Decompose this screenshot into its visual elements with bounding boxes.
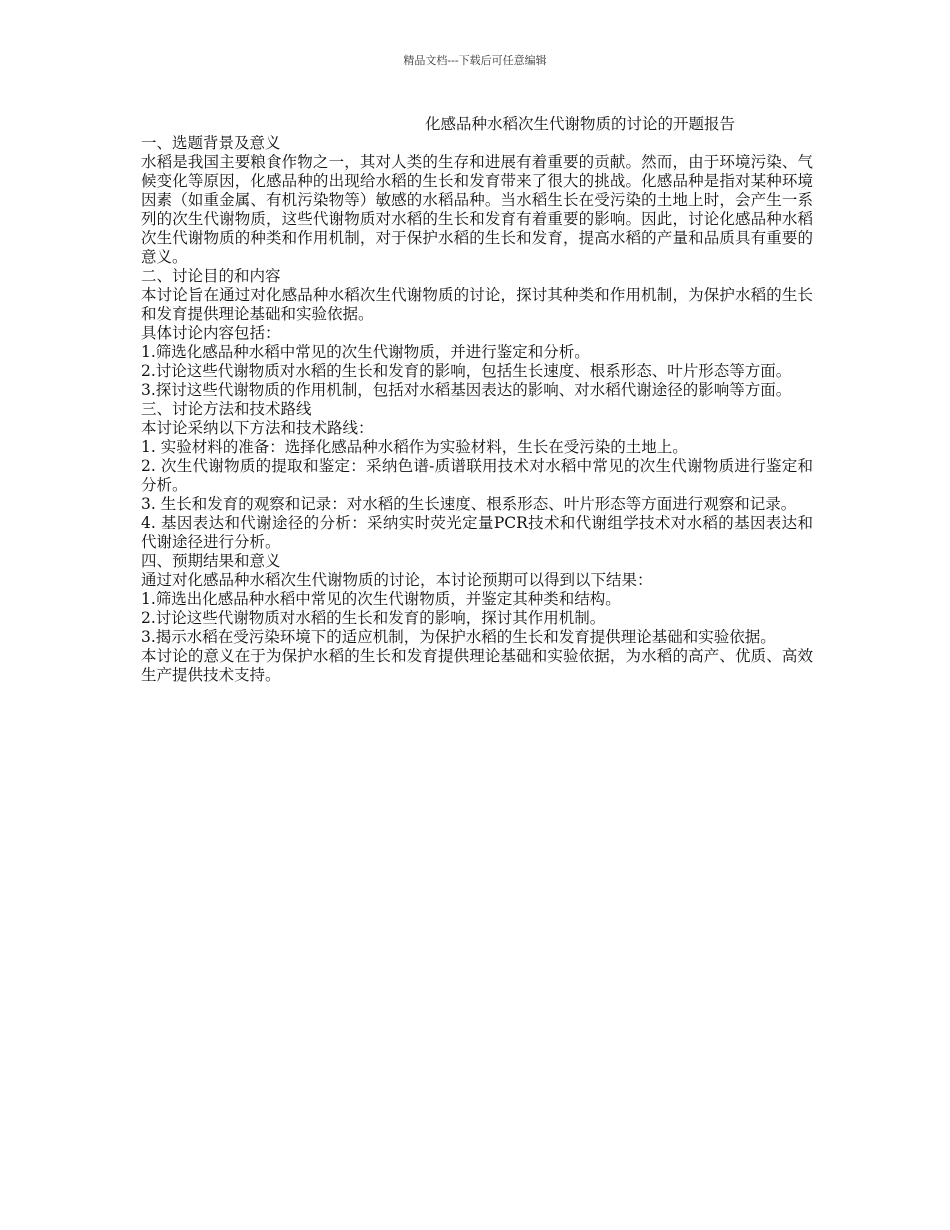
section-heading: 四、预期结果和意义 [141, 552, 281, 570]
paragraph: 本讨论采纳以下方法和技术路线： [141, 419, 374, 437]
document-title: 化感品种水稻次生代谢物质的讨论的开题报告 [424, 115, 735, 133]
list-item: 3.探讨这些代谢物质的作用机制，包括对水稻基因表达的影响、对水稻代谢途径的影响等方面。 [141, 381, 792, 399]
list-item: 2.讨论这些代谢物质对水稻的生长和发育的影响，包括生长速度、根系形态、叶片形态等方面。 [141, 362, 792, 380]
paragraph: 具体讨论内容包括： [141, 324, 281, 342]
list-item: 2. 次生代谢物质的提取和鉴定：采纳色谱-质谱联用技术对水稻中常见的次生代谢物质进行鉴定和分析。 [141, 457, 813, 494]
list-item: 3. 生长和发育的观察和记录：对水稻的生长速度、根系形态、叶片形态等方面进行观察和记录。 [141, 495, 797, 513]
list-item: 1.筛选化感品种水稻中常见的次生代谢物质，并进行鉴定和分析。 [141, 343, 590, 361]
list-item: 1. 实验材料的准备：选择化感品种水稻作为实验材料，生长在受污染的土地上。 [141, 438, 688, 456]
list-item: 1.筛选出化感品种水稻中常见的次生代谢物质，并鉴定其种类和结构。 [141, 590, 621, 608]
section-heading: 三、讨论方法和技术路线 [141, 400, 312, 418]
paragraph: 本讨论的意义在于为保护水稻的生长和发育提供理论基础和实验依据，为水稻的高产、优质、高效生产提供技术支持。 [141, 647, 813, 684]
paragraph: 水稻是我国主要粮食作物之一，其对人类的生存和进展有着重要的贡献。然而，由于环境污染、气候变化等原因，化感品种的出现给水稻的生长和发育带来了很大的挑战。化感品种是指对某种环境因素（如重金属、有机污染物等）敏感的水稻品种。当水稻生长在受污染的土地上时，会产生一系列的次生代谢物质，这些代谢物质对水稻的生长和发育有着重要的影响。因此，讨论化感品种水稻次生代谢物质的种类和作用机制，对于保护水稻的生长和发育，提高水稻的产量和品质具有重要的意义。 [141, 153, 813, 266]
document-body [141, 115, 813, 685]
paragraph: 通过对化感品种水稻次生代谢物质的讨论，本讨论预期可以得到以下结果： [141, 571, 653, 589]
paragraph: 本讨论旨在通过对化感品种水稻次生代谢物质的讨论，探讨其种类和作用机制，为保护水稻的生长和发育提供理论基础和实验依据。 [141, 286, 813, 323]
section-heading: 二、讨论目的和内容 [141, 267, 281, 285]
section-methods [141, 400, 813, 552]
page-header-watermark: 精品文档---下载后可任意编辑 [403, 54, 547, 67]
section-background [141, 134, 813, 267]
section-heading: 一、选题背景及意义 [141, 134, 281, 152]
section-objectives [141, 267, 813, 400]
list-item: 2.讨论这些代谢物质对水稻的生长和发育的影响，探讨其作用机制。 [141, 609, 606, 627]
list-item: 3.揭示水稻在受污染环境下的适应机制，为保护水稻的生长和发育提供理论基础和实验依据。 [141, 628, 776, 646]
section-expected-results [141, 552, 813, 685]
list-item: 4. 基因表达和代谢途径的分析：采纳实时荧光定量PCR技术和代谢组学技术对水稻的基因表达和代谢途径进行分析。 [141, 514, 813, 551]
